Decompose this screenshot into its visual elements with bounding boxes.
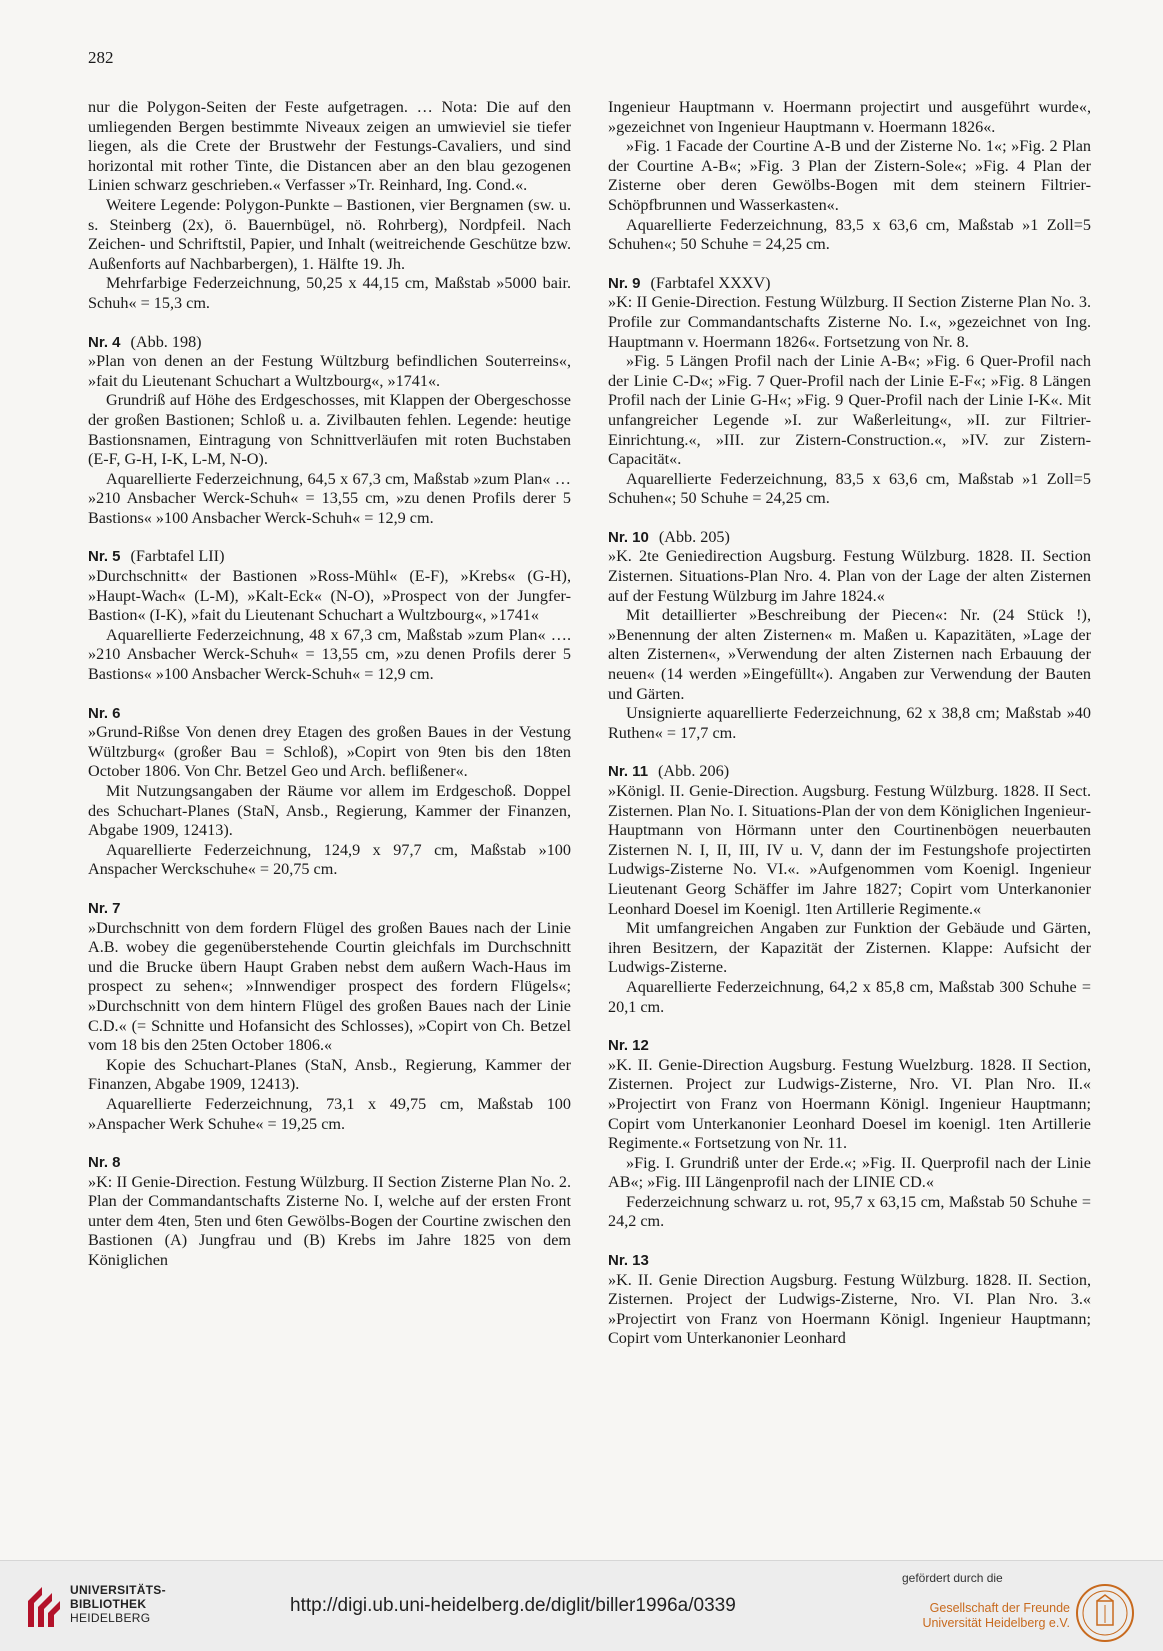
paragraph: »Fig. 5 Längen Profil nach der Linie A-B«; »Fig. 6 Quer-Profil nach der Linie C-D«; »Fig. 7 Quer-Profil nach der Linie E-F«; »Fig. 8 Längen Profil nach der Linie G-H«; »Fig. 9 Quer-Profil nach der Linie I-K«. Mit unfangreicher Legende »I. zur Waßerleitung«, »II. zur Filtrier-Einrichtung.«, »III. zur Zistern-Construction.«, »IV. zur Zistern-Capacität«. [608,352,1091,469]
entry-number: Nr. 9 [608,274,641,292]
entry-figure-ref: (Farbtafel XXXV) [650,273,771,292]
paragraph: Aquarellierte Federzeichnung, 124,9 x 97,7 cm, Maßstab »100 Anspacher Werckschuhe« = 20,75 cm. [88,840,571,879]
sponsor-name [900,1601,1070,1631]
paragraph: »K. 2te Geniedirection Augsburg. Festung Wülzburg. 1828. II. Section Zisternen. Situations-Plan Nro. 4. Plan von der Lage der alten Zisternen auf der Festung Wülzburg im Jahre 1824.« [608,547,1091,605]
entry-number: Nr. 13 [608,1252,649,1270]
paragraph: »K. II. Genie Direction Augsburg. Festung Wülzburg. 1828. II. Section, Zisternen. Project der Ludwigs-Zisterne, Nro. VI. Plan Nro. 3.« »Projectirt von Franz von Hoermann Königl. Ingenieur Hauptmann; Copirt vom Unterkanonier Leonhard [608,1270,1091,1348]
library-name [70,1583,166,1625]
entry-heading [608,274,1091,294]
entry-heading [88,899,571,919]
entry-number: Nr. 5 [88,548,121,566]
entry-number: Nr. 4 [88,333,121,351]
paragraph: Aquarellierte Federzeichnung, 48 x 67,3 cm, Maßstab »zum Plan« …. »210 Ansbacher Werck-Schuh« = 13,55 cm, »zu denen Profils derer 5 Bastions« »100 Ansbacher Werck-Schuh« = 12,9 cm. [88,625,571,684]
catalog-entry [88,704,571,880]
catalog-entry [88,1153,571,1271]
paragraph: »Königl. II. Genie-Direction. Augsburg. Festung Wülzburg. 1828. II Sect. Zisternen. Plan No. I. Situations-Plan der von dem Königlichen Ingenieur-Hauptmann von Hörmann unter den Courtinenbögen neuerbauten Zisternen N. I, II, III, IV u. V, dann der im Festungshofe projectirten Ludwigs-Zisterne No. VI.«. »Aufgenommen vom Koenigl. Ingenieur Lieutenant Georg Schäffer im Jahre 1827; Copirt vom Unterkanonier Leonhard Doesel im Koenigl. 1ten Artillerie Regimente.« [608,782,1091,918]
entry-number: Nr. 10 [608,528,649,546]
paragraph: Grundriß auf Höhe des Erdgeschosses, mit Klappen der Obergeschosse der großen Bastionen; Schloß u. a. Zivilbauten fehlen. Legende: heutige Bastionsnamen, Eintragung von Schnittverläufen mit roten Buchstaben (E-F, G-H, I-K, L-M, N-O). [88,391,571,469]
paragraph: Mehrfarbige Federzeichnung, 50,25 x 44,15 cm, Maßstab »5000 bair. Schuh« = 15,3 cm. [88,274,571,312]
paragraph: Mit Nutzungsangaben der Räume vor allem im Erdgeschoß. Doppel des Schuchart-Planes (StaN, Ansb., Regierung, Kammer der Finanzen, Abgabe 1909, 12413). [88,782,571,840]
entry-heading [608,528,1091,548]
entry-figure-ref: (Abb. 206) [658,762,730,781]
sponsor-line-1: Gesellschaft der Freunde [929,1601,1070,1615]
catalog-entry [88,547,571,684]
catalog-entry [608,528,1091,744]
entry-heading [608,762,1091,782]
entry-number: Nr. 7 [88,899,121,917]
footer-bar [0,1560,1163,1651]
entry-heading [88,333,571,353]
paragraph: »K: II Genie-Direction. Festung Wülzburg. II Section Zisterne Plan No. 2. Plan der Commandantschafts Zisterne No. I, welche auf der ersten Front unter dem 4ten, 5ten und 6ten Gewölbs-Bogen der Courtine zwischen den Bastionen (A) Jungfrau und (B) Krebs im Jahre 1825 von dem Königlichen [88,1172,571,1270]
entry-figure-ref: (Farbtafel LII) [130,547,225,566]
library-line-3: HEIDELBERG [70,1611,151,1625]
paragraph: Unsignierte aquarellierte Federzeichnung, 62 x 38,8 cm; Maßstab »40 Ruthen« = 17,7 cm. [608,704,1091,742]
paragraph: »Grund-Rißse Von denen drey Etagen des großen Baues in der Vestung Wültzburg« (großer Bau = Schloß), »Copirt von 9ten bis den 18ten October 1806. Von Chr. Betzel Geo und Arch. beflißener«. [88,723,571,781]
sponsor-line-2: Universität Heidelberg e.V. [922,1616,1070,1630]
paragraph: nur die Polygon-Seiten der Feste aufgetragen. … Nota: Die auf den umliegenden Bergen bestimmte Niveaux zeigen an umwieviel sie tiefer liegen, als die Crete der Brustwehr der Festungs-Cavaliers, und sind horizontal mit rother Tinte, die Distancen aber an den blau gezogenen Linien schwarz geschrieben.« Verfasser »Tr. Reinhard, Ing. Cond.«. [88,98,571,195]
paragraph: »K. II. Genie-Direction Augsburg. Festung Wuelzburg. 1828. II Section, Zisternen. Project zur Ludwigs-Zisterne, Nro. VI. Plan Nro. II.« »Projectirt von Franz von Hoermann Königl. Ingenieur Hauptmann; Copirt vom Unterkanonier Leonhard Doesel im koenigl. 1ten Artillerie Regimente.« Fortsetzung von Nr. 11. [608,1055,1091,1153]
entry-heading [88,1153,571,1173]
paragraph: »Plan von denen an der Festung Wültzburg befindlichen Souterreins«, »fait du Lieutenant Schuchart a Wultzbourg«, »1741«. [88,352,571,390]
entry-number: Nr. 11 [608,763,649,781]
university-seal-icon [1075,1583,1135,1643]
paragraph: »Durchschnitt von dem fordern Flügel des großen Baues nach der Linie A.B. wobey die gegenüberstehende Courtin gleichfals im Durchschnitt und die Brucke übern Haupt Graben nebst dem außern Wach-Haus im prospect zu sehen«; »Innwendiger prospect des fordern Flügels«; »Durchschnitt von dem hintern Flügel des großen Baues nach der Linie C.D.« (= Schnitte und Hofansicht des Schlosses), »Copirt von Ch. Betzel vom 18 bis den 25ten October 1806.« [88,918,571,1055]
entry-number: Nr. 12 [608,1037,649,1055]
entry-heading [88,547,571,567]
paragraph: »Fig. I. Grundriß unter der Erde.«; »Fig. II. Querprofil nach der Linie AB«; »Fig. III Längenprofil nach der LINIE CD.« [608,1153,1091,1192]
paragraph: Ingenieur Hauptmann v. Hoermann projectirt und ausgeführt wurde«, »gezeichnet von Ingenieur Hauptmann v. Hoermann 1826«. [608,98,1091,136]
paragraph: Mit umfangreichen Angaben zur Funktion der Gebäude und Gärten, ihren Besitzern, der Kapazität der Zisternen. Klappe: Aufsicht der Ludwigs-Zisterne. [608,919,1091,977]
digital-library-link[interactable]: http://digi.ub.uni-heidelberg.de/diglit/biller1996a/0339 [290,1595,736,1616]
paragraph: Aquarellierte Federzeichnung, 73,1 x 49,75 cm, Maßstab 100 »Anspacher Werk Schuhe« = 19,25 cm. [88,1094,571,1133]
entry-heading [88,704,571,724]
entry-heading [608,1251,1091,1271]
paragraph: Aquarellierte Federzeichnung, 64,2 x 85,8 cm, Maßstab 300 Schuhe = 20,1 cm. [608,977,1091,1016]
page-number: 282 [88,48,114,67]
entry-number: Nr. 8 [88,1154,121,1172]
paragraph: Aquarellierte Federzeichnung, 83,5 x 63,6 cm, Maßstab »1 Zoll=5 Schuhen«; 50 Schuhe = 24,25 cm. [608,469,1091,508]
paragraph: »K: II Genie-Direction. Festung Wülzburg. II Section Zisterne Plan No. 3. Profile zur Commandantschafts Zisterne No. I.«, »gezeichnet von Ing. Hauptmann v. Hoermann 1826«. Fortsetzung von Nr. 8. [608,293,1091,351]
paragraph: Federzeichnung schwarz u. rot, 95,7 x 63,15 cm, Maßstab 50 Schuhe = 24,2 cm. [608,1192,1091,1231]
catalog-entry [88,899,571,1134]
catalog-entry [608,762,1091,1017]
paragraph: Weitere Legende: Polygon-Punkte – Bastionen, vier Bergnamen (sw. u. s. Steinberg (2x), ö. Bauernbügel, nö. Rohrberg), Nordpfeil. Nach Zeichen- und Schriftstil, Papier, und Inhalt (weitreichende Geschütze bzw. Außenforts auf Nachbarbergen), 1. Hälfte 19. Jh. [88,195,571,273]
catalog-entry [608,1251,1091,1349]
paragraph: Aquarellierte Federzeichnung, 83,5 x 63,6 cm, Maßstab »1 Zoll=5 Schuhen«; 50 Schuhe = 24,25 cm. [608,215,1091,254]
entry-figure-ref: (Abb. 198) [130,332,202,351]
paragraph: Aquarellierte Federzeichnung, 64,5 x 67,3 cm, Maßstab »zum Plan« … »210 Ansbacher Werck-Schuh« = 13,55 cm, »zu denen Profils derer 5 Bastions« »100 Ansbacher Werck-Schuh« = 12,9 cm. [88,469,571,527]
paragraph: Mit detaillierter »Beschreibung der Piecen«: Nr. (24 Stück !), »Benennung der alten Zisternen« m. Maßen u. Kapazitäten, »Lage der alten Zisternen«, »Verwendung der alten Zisternen nach Erbauung der neuen« (14 werden »Eingefüllt«). Angaben zur Verwendung der Bauten und Gärten. [608,606,1091,703]
catalog-entry [608,274,1091,509]
entry-heading [608,1036,1091,1056]
paragraph: Kopie des Schuchart-Planes (StaN, Ansb., Regierung, Kammer der Finanzen, Abgabe 1909, 12413). [88,1055,571,1094]
paragraph: »Fig. 1 Facade der Courtine A-B und der Zisterne No. 1«; »Fig. 2 Plan der Courtine A-B«; »Fig. 3 Plan der Zistern-Sole«; »Fig. 4 Plan der Zisterne ober deren Gewölbs-Bogen mit dem steinern Filtrier-Schöpfbrunnen und Wasserkasten«. [608,137,1091,214]
paragraph: »Durchschnitt« der Bastionen »Ross-Mühl« (E-F), »Krebs« (G-H), »Haupt-Wach« (L-M), »Kalt-Eck« (N-O), »Prospect von der Jungfer-Bastion« (I-K), »fait du Lieutenant Schuchart a Wultzbourg«, »1741« [88,567,571,625]
sponsor-label: gefördert durch die [902,1571,1003,1585]
left-column [88,98,571,1271]
library-line-2: BIBLIOTHEK [70,1597,147,1611]
ub-logo-icon [22,1579,64,1631]
catalog-entry [88,333,571,529]
right-column [608,98,1091,1349]
entry-number: Nr. 6 [88,704,121,722]
catalog-entry [608,1036,1091,1232]
entry-figure-ref: (Abb. 205) [658,527,730,546]
library-line-1: UNIVERSITÄTS- [70,1583,166,1597]
